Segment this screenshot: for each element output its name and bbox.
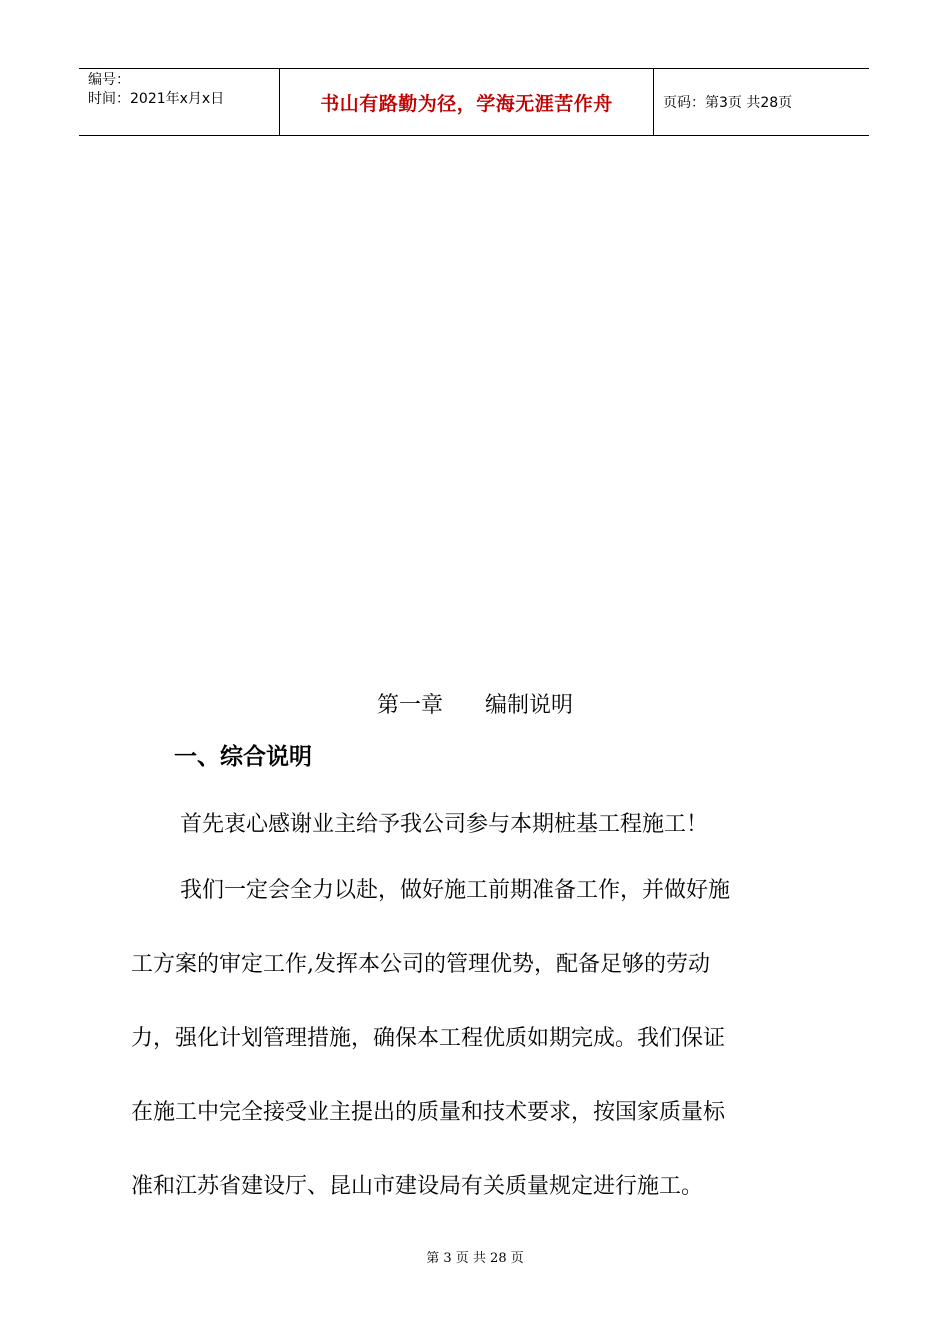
- section-title: 一、综合说明: [174, 744, 312, 770]
- serial-label: 编号：: [88, 72, 130, 88]
- paragraph-line: 力，强化计划管理措施，确保本工程优质如期完成。我们保证: [131, 1026, 726, 1051]
- paragraph-line: 准和江苏省建设厅、昆山市建设局有关质量规定进行施工。: [131, 1174, 704, 1199]
- motto-text: 书山有路勤为径，学海无涯苦作舟: [320, 92, 613, 115]
- header-motto-cell: [280, 69, 654, 135]
- paragraph-line: 工方案的审定工作,发挥本公司的管理优势，配备足够的劳动: [131, 952, 710, 977]
- page-footer: 第 3 页 共 28 页: [426, 1251, 524, 1266]
- page-header: [79, 68, 869, 136]
- time-label: 时间：2021年x月x日: [88, 91, 225, 107]
- header-meta-cell: [79, 69, 280, 135]
- page-code: 页码：第3页 共28页: [663, 95, 793, 111]
- paragraph-line: 在施工中完全接受业主提出的质量和技术要求，按国家质量标: [131, 1100, 726, 1125]
- header-page-cell: [654, 69, 869, 135]
- paragraph-line: 我们一定会全力以赴，做好施工前期准备工作，并做好施: [180, 878, 731, 903]
- chapter-title: 第一章 编制说明: [377, 693, 573, 718]
- paragraph-line: 首先衷心感谢业主给予我公司参与本期桩基工程施工！: [180, 812, 709, 837]
